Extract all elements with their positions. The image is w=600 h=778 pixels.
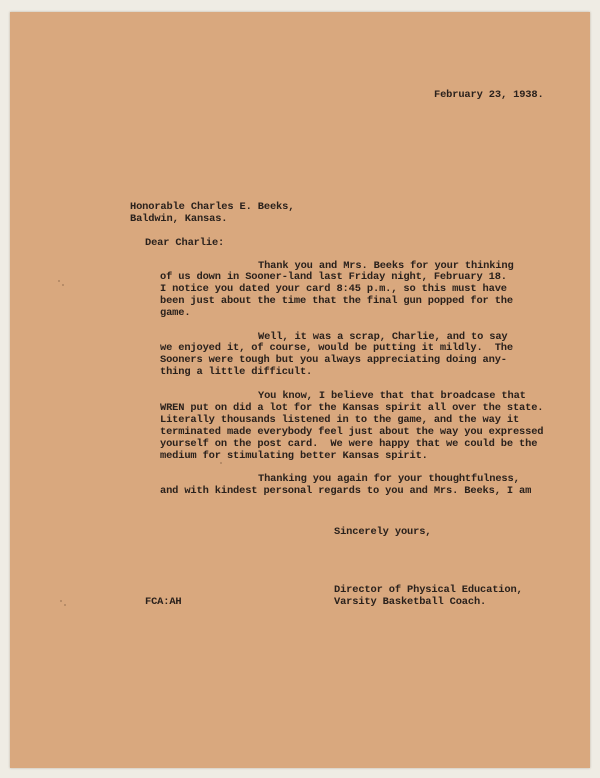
paragraph-line: I notice you dated your card 8:45 p.m., so this must have <box>160 283 507 295</box>
paragraph-line: Thanking you again for your thoughtfulness, <box>258 473 520 485</box>
paragraph-line: terminated made everybody feel just about the way you expressed <box>160 426 544 438</box>
signature-title-line: Director of Physical Education, <box>334 584 523 596</box>
paragraph-line: game. <box>160 307 191 319</box>
recipient-name: Honorable Charles E. Beeks, <box>130 201 295 213</box>
paper-speck <box>220 462 222 464</box>
paragraph-line: and with kindest personal regards to you and Mrs. Beeks, I am <box>160 485 532 497</box>
paragraph-line: yourself on the post card. We were happy that we could be the <box>160 438 538 450</box>
recipient-address: Baldwin, Kansas. <box>130 213 228 225</box>
paragraph-line: been just about the time that the final gun popped for the <box>160 295 513 307</box>
paragraph-line: medium for stimulating better Kansas spirit. <box>160 450 428 462</box>
paragraph-line: Well, it was a scrap, Charlie, and to say <box>258 331 508 343</box>
salutation: Dear Charlie: <box>145 237 225 249</box>
closing: Sincerely yours, <box>334 526 432 538</box>
paragraph-line: thing a little difficult. <box>160 366 313 378</box>
paper-speck <box>64 604 66 606</box>
paragraph-line: You know, I believe that that broadcase that <box>258 390 526 402</box>
paragraph-line: Thank you and Mrs. Beeks for your thinking <box>258 260 514 272</box>
paragraph-line: Literally thousands listened in to the game, and the way it <box>160 414 520 426</box>
paragraph-line: Sooners were tough but you always appreciating doing any- <box>160 354 507 366</box>
reference-initials: FCA:AH <box>145 596 182 608</box>
signature-title-line: Varsity Basketball Coach. <box>334 596 487 608</box>
paragraph-line: WREN put on did a lot for the Kansas spirit all over the state. <box>160 402 544 414</box>
paragraph-line: of us down in Sooner-land last Friday night, February 18. <box>160 271 507 283</box>
paper-speck <box>58 280 60 282</box>
paper-speck <box>60 600 62 602</box>
paper-speck <box>62 284 64 286</box>
letter-date: February 23, 1938. <box>434 89 544 101</box>
paragraph-line: we enjoyed it, of course, would be putting it mildly. The <box>160 342 513 354</box>
